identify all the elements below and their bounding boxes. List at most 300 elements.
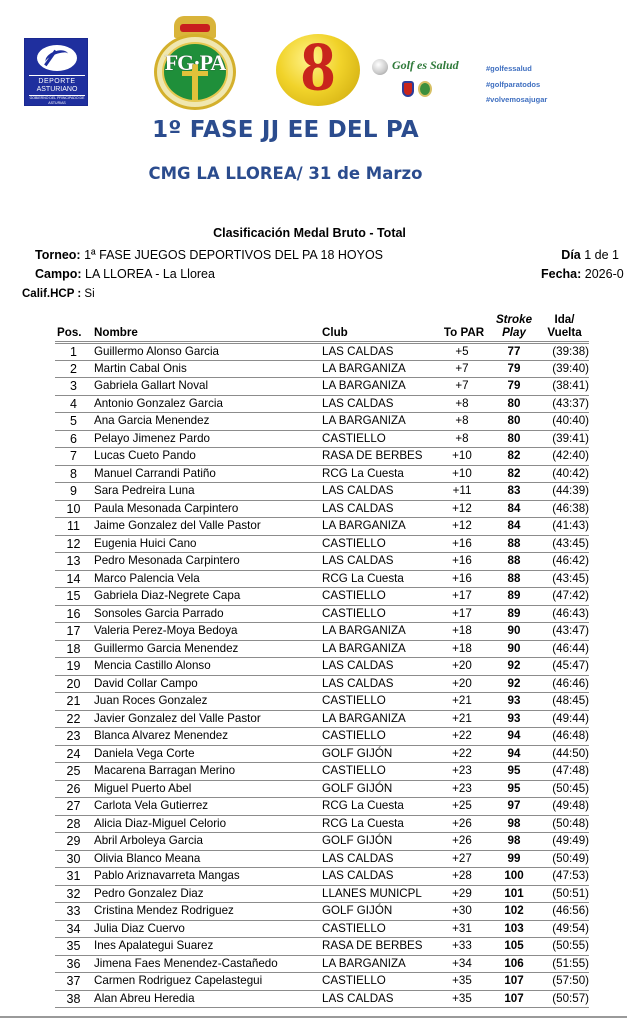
ida-vuelta-cell: (47:48) — [540, 763, 589, 781]
ida-vuelta-cell: (40:42) — [540, 465, 589, 483]
stroke-play-cell: 103 — [488, 920, 540, 938]
logo-banner — [0, 0, 627, 115]
table-row — [55, 623, 589, 641]
stroke-play-cell: 79 — [488, 378, 540, 396]
ida-vuelta-cell: (46:42) — [540, 553, 589, 571]
page-divider — [0, 1016, 627, 1018]
stroke-play-cell: 98 — [488, 815, 540, 833]
club-cell: LAS CALDAS — [322, 500, 440, 518]
table-row — [55, 938, 589, 956]
to-par-cell: +20 — [440, 675, 488, 693]
position-cell: 8 — [55, 465, 92, 483]
club-cell: LA BARGANIZA — [322, 640, 440, 658]
club-cell: LA BARGANIZA — [322, 378, 440, 396]
stroke-play-cell: 82 — [488, 465, 540, 483]
ida-vuelta-cell: (51:55) — [540, 955, 589, 973]
stroke-play-cell: 80 — [488, 395, 540, 413]
ida-vuelta-cell: (43:47) — [540, 623, 589, 641]
position-cell: 28 — [55, 815, 92, 833]
position-cell: 5 — [55, 413, 92, 431]
club-cell: CASTIELLO — [322, 430, 440, 448]
hashtag: #volvemosajugar — [486, 95, 548, 104]
stroke-play-cell: 80 — [488, 413, 540, 431]
to-par-cell: +5 — [440, 342, 488, 360]
player-name-cell: Pedro Mesonada Carpintero — [92, 553, 322, 571]
heartbeat-globe-icon — [372, 59, 388, 75]
dia-label: Día — [561, 248, 581, 262]
header-club: Club — [322, 308, 440, 342]
torneo-label: Torneo: — [35, 248, 81, 262]
ida-vuelta-cell: (49:49) — [540, 833, 589, 851]
table-row — [55, 885, 589, 903]
fgpa-letters: FG·PA — [164, 50, 226, 75]
position-cell: 2 — [55, 360, 92, 378]
to-par-cell: +23 — [440, 763, 488, 781]
position-cell: 13 — [55, 553, 92, 571]
stroke-play-cell: 88 — [488, 553, 540, 571]
table-row — [55, 413, 589, 431]
club-cell: CASTIELLO — [322, 588, 440, 606]
position-cell: 34 — [55, 920, 92, 938]
to-par-cell: +22 — [440, 745, 488, 763]
position-cell: 33 — [55, 903, 92, 921]
to-par-cell: +16 — [440, 570, 488, 588]
stroke-play-cell: 106 — [488, 955, 540, 973]
position-cell: 30 — [55, 850, 92, 868]
header-to-par: To PAR — [440, 308, 488, 342]
table-row — [55, 430, 589, 448]
player-name-cell: Sara Pedreira Luna — [92, 483, 322, 501]
player-name-cell: Julia Diaz Cuervo — [92, 920, 322, 938]
header-ida-line1: Ida/ — [554, 312, 575, 326]
position-cell: 12 — [55, 535, 92, 553]
table-row — [55, 973, 589, 991]
calif-label: Calif.HCP : — [22, 288, 82, 300]
to-par-cell: +23 — [440, 780, 488, 798]
ida-vuelta-cell: (42:40) — [540, 448, 589, 466]
player-name-cell: Martin Cabal Onis — [92, 360, 322, 378]
stroke-play-cell: 90 — [488, 640, 540, 658]
ida-vuelta-cell: (43:37) — [540, 395, 589, 413]
to-par-cell: +30 — [440, 903, 488, 921]
position-cell: 29 — [55, 833, 92, 851]
stroke-play-cell: 92 — [488, 675, 540, 693]
to-par-cell: +18 — [440, 640, 488, 658]
club-cell: LAS CALDAS — [322, 553, 440, 571]
to-par-cell: +22 — [440, 728, 488, 746]
golf-es-salud-logo — [372, 55, 482, 105]
stroke-play-cell: 80 — [488, 430, 540, 448]
table-row — [55, 342, 589, 360]
position-cell: 10 — [55, 500, 92, 518]
ida-vuelta-cell: (47:53) — [540, 868, 589, 886]
ida-vuelta-cell: (38:41) — [540, 378, 589, 396]
calif-hcp-line — [22, 288, 95, 300]
stroke-play-cell: 77 — [488, 342, 540, 360]
fecha-value: 2026-0 — [584, 267, 624, 281]
table-row — [55, 465, 589, 483]
table-row — [55, 448, 589, 466]
golf-ball-logo — [276, 29, 360, 106]
ida-vuelta-cell: (43:45) — [540, 570, 589, 588]
stroke-play-cell: 94 — [488, 745, 540, 763]
club-cell: LAS CALDAS — [322, 483, 440, 501]
to-par-cell: +8 — [440, 413, 488, 431]
position-cell: 35 — [55, 938, 92, 956]
header-name: Nombre — [92, 308, 322, 342]
to-par-cell: +18 — [440, 623, 488, 641]
club-cell: LLANES MUNICPL — [322, 885, 440, 903]
player-name-cell: Miguel Puerto Abel — [92, 780, 322, 798]
stroke-play-cell: 100 — [488, 868, 540, 886]
to-par-cell: +21 — [440, 710, 488, 728]
club-cell: GOLF GIJÓN — [322, 833, 440, 851]
position-cell: 17 — [55, 623, 92, 641]
table-row — [55, 815, 589, 833]
club-cell: RASA DE BERBES — [322, 938, 440, 956]
position-cell: 36 — [55, 955, 92, 973]
position-cell: 19 — [55, 658, 92, 676]
table-row — [55, 395, 589, 413]
event-title: 1º FASE JJ EE DEL PA — [152, 117, 419, 143]
to-par-cell: +28 — [440, 868, 488, 886]
stroke-play-cell: 89 — [488, 605, 540, 623]
club-cell: CASTIELLO — [322, 605, 440, 623]
player-name-cell: Lucas Cueto Pando — [92, 448, 322, 466]
club-cell: LAS CALDAS — [322, 868, 440, 886]
table-row — [55, 920, 589, 938]
table-row — [55, 693, 589, 711]
to-par-cell: +35 — [440, 973, 488, 991]
player-name-cell: Pelayo Jimenez Pardo — [92, 430, 322, 448]
ida-vuelta-cell: (50:45) — [540, 780, 589, 798]
to-par-cell: +16 — [440, 553, 488, 571]
stroke-play-cell: 92 — [488, 658, 540, 676]
golf-ball-glyph: 8 — [300, 29, 336, 106]
to-par-cell: +11 — [440, 483, 488, 501]
position-cell: 23 — [55, 728, 92, 746]
club-cell: RCG La Cuesta — [322, 465, 440, 483]
table-row — [55, 798, 589, 816]
player-name-cell: Paula Mesonada Carpintero — [92, 500, 322, 518]
stroke-play-cell: 101 — [488, 885, 540, 903]
hashtag: #golfessalud — [486, 64, 532, 73]
club-cell: LA BARGANIZA — [322, 955, 440, 973]
report-title: Clasificación Medal Bruto - Total — [213, 226, 406, 240]
ida-vuelta-cell: (50:51) — [540, 885, 589, 903]
table-row — [55, 780, 589, 798]
ida-vuelta-cell: (48:45) — [540, 693, 589, 711]
ida-vuelta-cell: (39:38) — [540, 342, 589, 360]
to-par-cell: +20 — [440, 658, 488, 676]
campo-label: Campo: — [35, 267, 82, 281]
position-cell: 15 — [55, 588, 92, 606]
position-cell: 27 — [55, 798, 92, 816]
club-cell: GOLF GIJÓN — [322, 780, 440, 798]
to-par-cell: +26 — [440, 815, 488, 833]
to-par-cell: +10 — [440, 448, 488, 466]
club-cell: CASTIELLO — [322, 763, 440, 781]
ida-vuelta-cell: (49:48) — [540, 798, 589, 816]
stroke-play-cell: 105 — [488, 938, 540, 956]
position-cell: 11 — [55, 518, 92, 536]
position-cell: 9 — [55, 483, 92, 501]
table-row — [55, 955, 589, 973]
table-row — [55, 570, 589, 588]
player-name-cell: Guillermo Alonso Garcia — [92, 342, 322, 360]
position-cell: 25 — [55, 763, 92, 781]
to-par-cell: +27 — [440, 850, 488, 868]
player-name-cell: Olivia Blanco Meana — [92, 850, 322, 868]
club-cell: LA BARGANIZA — [322, 710, 440, 728]
player-name-cell: Juan Roces Gonzalez — [92, 693, 322, 711]
stroke-play-cell: 89 — [488, 588, 540, 606]
stroke-play-cell: 97 — [488, 798, 540, 816]
table-row — [55, 903, 589, 921]
player-name-cell: Eugenia Huici Cano — [92, 535, 322, 553]
player-name-cell: Pedro Gonzalez Diaz — [92, 885, 322, 903]
stroke-play-cell: 107 — [488, 990, 540, 1008]
to-par-cell: +31 — [440, 920, 488, 938]
ida-vuelta-cell: (50:49) — [540, 850, 589, 868]
player-name-cell: Macarena Barragan Merino — [92, 763, 322, 781]
stroke-play-cell: 83 — [488, 483, 540, 501]
shield-green-icon — [418, 81, 432, 97]
position-cell: 16 — [55, 605, 92, 623]
fecha-label: Fecha: — [541, 267, 582, 281]
player-name-cell: Ana Garcia Menendez — [92, 413, 322, 431]
position-cell: 32 — [55, 885, 92, 903]
table-row — [55, 535, 589, 553]
to-par-cell: +8 — [440, 430, 488, 448]
position-cell: 22 — [55, 710, 92, 728]
club-cell: GOLF GIJÓN — [322, 903, 440, 921]
club-cell: LAS CALDAS — [322, 675, 440, 693]
position-cell: 26 — [55, 780, 92, 798]
position-cell: 21 — [55, 693, 92, 711]
header-stroke-line1: Stroke — [495, 312, 533, 326]
club-cell: CASTIELLO — [322, 693, 440, 711]
ida-vuelta-cell: (39:41) — [540, 430, 589, 448]
player-name-cell: Pablo Ariznavarreta Mangas — [92, 868, 322, 886]
table-row — [55, 588, 589, 606]
player-name-cell: Blanca Alvarez Menendez — [92, 728, 322, 746]
ida-vuelta-cell: (49:54) — [540, 920, 589, 938]
fecha-line — [541, 267, 624, 281]
table-row — [55, 850, 589, 868]
club-cell: LAS CALDAS — [322, 658, 440, 676]
results-table — [55, 308, 589, 1008]
ida-vuelta-cell: (41:43) — [540, 518, 589, 536]
hashtag-list — [486, 61, 547, 108]
player-name-cell: Marco Palencia Vela — [92, 570, 322, 588]
player-name-cell: Jaime Gonzalez del Valle Pastor — [92, 518, 322, 536]
table-row — [55, 378, 589, 396]
stroke-play-cell: 84 — [488, 518, 540, 536]
stroke-play-cell: 95 — [488, 780, 540, 798]
torneo-line — [35, 248, 383, 262]
club-cell: LA BARGANIZA — [322, 518, 440, 536]
club-cell: LA BARGANIZA — [322, 360, 440, 378]
stroke-play-cell: 93 — [488, 693, 540, 711]
stroke-play-cell: 95 — [488, 763, 540, 781]
ida-vuelta-cell: (46:56) — [540, 903, 589, 921]
to-par-cell: +7 — [440, 378, 488, 396]
position-cell: 24 — [55, 745, 92, 763]
ida-vuelta-cell: (40:40) — [540, 413, 589, 431]
to-par-cell: +12 — [440, 518, 488, 536]
player-name-cell: Mencia Castillo Alonso — [92, 658, 322, 676]
club-cell: CASTIELLO — [322, 973, 440, 991]
ida-vuelta-cell: (46:44) — [540, 640, 589, 658]
club-cell: LAS CALDAS — [322, 990, 440, 1008]
calif-value: Si — [84, 288, 95, 300]
logo-text-gobierno: GOBIERNO DEL PRINCIPADO DE ASTURIAS — [29, 96, 85, 105]
player-name-cell: Carmen Rodriguez Capelastegui — [92, 973, 322, 991]
to-par-cell: +8 — [440, 395, 488, 413]
position-cell: 6 — [55, 430, 92, 448]
stroke-play-cell: 99 — [488, 850, 540, 868]
to-par-cell: +25 — [440, 798, 488, 816]
logo-text-deporte: DEPORTE — [38, 78, 76, 85]
position-cell: 20 — [55, 675, 92, 693]
stroke-play-cell: 93 — [488, 710, 540, 728]
ida-vuelta-cell: (46:38) — [540, 500, 589, 518]
stroke-play-cell: 84 — [488, 500, 540, 518]
table-row — [55, 745, 589, 763]
club-cell: LAS CALDAS — [322, 395, 440, 413]
header-ida-vuelta — [540, 308, 589, 342]
player-name-cell: Cristina Mendez Rodriguez — [92, 903, 322, 921]
player-name-cell: Gabriela Diaz-Negrete Capa — [92, 588, 322, 606]
to-par-cell: +17 — [440, 588, 488, 606]
club-cell: RASA DE BERBES — [322, 448, 440, 466]
ida-vuelta-cell: (46:43) — [540, 605, 589, 623]
ida-vuelta-cell: (46:46) — [540, 675, 589, 693]
player-name-cell: Guillermo Garcia Menendez — [92, 640, 322, 658]
ida-vuelta-cell: (45:47) — [540, 658, 589, 676]
club-cell: GOLF GIJÓN — [322, 745, 440, 763]
to-par-cell: +16 — [440, 535, 488, 553]
stroke-play-cell: 90 — [488, 623, 540, 641]
position-cell: 4 — [55, 395, 92, 413]
header-ida-line2: Vuelta — [547, 325, 582, 339]
ida-vuelta-cell: (50:55) — [540, 938, 589, 956]
fgpa-crest-logo — [148, 16, 242, 110]
to-par-cell: +21 — [440, 693, 488, 711]
shield-red-icon — [402, 81, 414, 97]
torneo-value: 1ª FASE JUEGOS DEPORTIVOS DEL PA 18 HOYOS — [84, 248, 384, 262]
table-row — [55, 500, 589, 518]
position-cell: 1 — [55, 342, 92, 360]
stroke-play-cell: 94 — [488, 728, 540, 746]
table-row — [55, 658, 589, 676]
ida-vuelta-cell: (46:48) — [540, 728, 589, 746]
stroke-play-cell: 98 — [488, 833, 540, 851]
position-cell: 7 — [55, 448, 92, 466]
golf-es-salud-text: Golf es Salud — [392, 58, 459, 72]
header-stroke-line2: Play — [502, 325, 526, 339]
player-name-cell: Gabriela Gallart Noval — [92, 378, 322, 396]
club-cell: LAS CALDAS — [322, 342, 440, 360]
ida-vuelta-cell: (44:39) — [540, 483, 589, 501]
club-cell: LA BARGANIZA — [322, 413, 440, 431]
to-par-cell: +7 — [440, 360, 488, 378]
player-name-cell: Javier Gonzalez del Valle Pastor — [92, 710, 322, 728]
player-name-cell: Manuel Carrandi Patiño — [92, 465, 322, 483]
table-row — [55, 710, 589, 728]
table-row — [55, 675, 589, 693]
ida-vuelta-cell: (39:40) — [540, 360, 589, 378]
position-cell: 14 — [55, 570, 92, 588]
ida-vuelta-cell: (44:50) — [540, 745, 589, 763]
club-cell: RCG La Cuesta — [322, 798, 440, 816]
club-cell: LAS CALDAS — [322, 850, 440, 868]
to-par-cell: +12 — [440, 500, 488, 518]
player-name-cell: David Collar Campo — [92, 675, 322, 693]
table-row — [55, 605, 589, 623]
club-cell: CASTIELLO — [322, 728, 440, 746]
to-par-cell: +29 — [440, 885, 488, 903]
table-row — [55, 728, 589, 746]
table-row — [55, 483, 589, 501]
to-par-cell: +33 — [440, 938, 488, 956]
ida-vuelta-cell: (57:50) — [540, 973, 589, 991]
player-name-cell: Jimena Faes Menendez-Castañedo — [92, 955, 322, 973]
club-cell: LA BARGANIZA — [322, 623, 440, 641]
stroke-play-cell: 107 — [488, 973, 540, 991]
to-par-cell: +34 — [440, 955, 488, 973]
logo-text-asturiano: ASTURIANO — [36, 86, 78, 93]
position-cell: 37 — [55, 973, 92, 991]
player-name-cell: Abril Arboleya Garcia — [92, 833, 322, 851]
player-name-cell: Alan Abreu Heredia — [92, 990, 322, 1008]
club-cell: RCG La Cuesta — [322, 570, 440, 588]
club-cell: CASTIELLO — [322, 535, 440, 553]
table-row — [55, 553, 589, 571]
club-cell: RCG La Cuesta — [322, 815, 440, 833]
table-row — [55, 868, 589, 886]
dia-value: 1 de 1 — [584, 248, 619, 262]
position-cell: 31 — [55, 868, 92, 886]
player-name-cell: Ines Apalategui Suarez — [92, 938, 322, 956]
event-subtitle: CMG LA LLOREA/ 31 de Marzo — [148, 164, 423, 183]
position-cell: 18 — [55, 640, 92, 658]
header-stroke-play — [488, 308, 540, 342]
to-par-cell: +17 — [440, 605, 488, 623]
table-row — [55, 833, 589, 851]
campo-line — [35, 267, 215, 281]
deporte-asturiano-logo — [24, 38, 88, 106]
runner-icon — [37, 45, 77, 71]
campo-value: LA LLOREA - La Llorea — [85, 267, 215, 281]
player-name-cell: Antonio Gonzalez Garcia — [92, 395, 322, 413]
table-row — [55, 990, 589, 1008]
hashtag: #golfparatodos — [486, 79, 541, 89]
position-cell: 38 — [55, 990, 92, 1008]
club-cell: CASTIELLO — [322, 920, 440, 938]
stroke-play-cell: 102 — [488, 903, 540, 921]
to-par-cell: +10 — [440, 465, 488, 483]
player-name-cell: Daniela Vega Corte — [92, 745, 322, 763]
stroke-play-cell: 79 — [488, 360, 540, 378]
ida-vuelta-cell: (50:48) — [540, 815, 589, 833]
ida-vuelta-cell: (43:45) — [540, 535, 589, 553]
table-row — [55, 518, 589, 536]
player-name-cell: Alicia Diaz-Miguel Celorio — [92, 815, 322, 833]
player-name-cell: Valeria Perez-Moya Bedoya — [92, 623, 322, 641]
table-row — [55, 640, 589, 658]
